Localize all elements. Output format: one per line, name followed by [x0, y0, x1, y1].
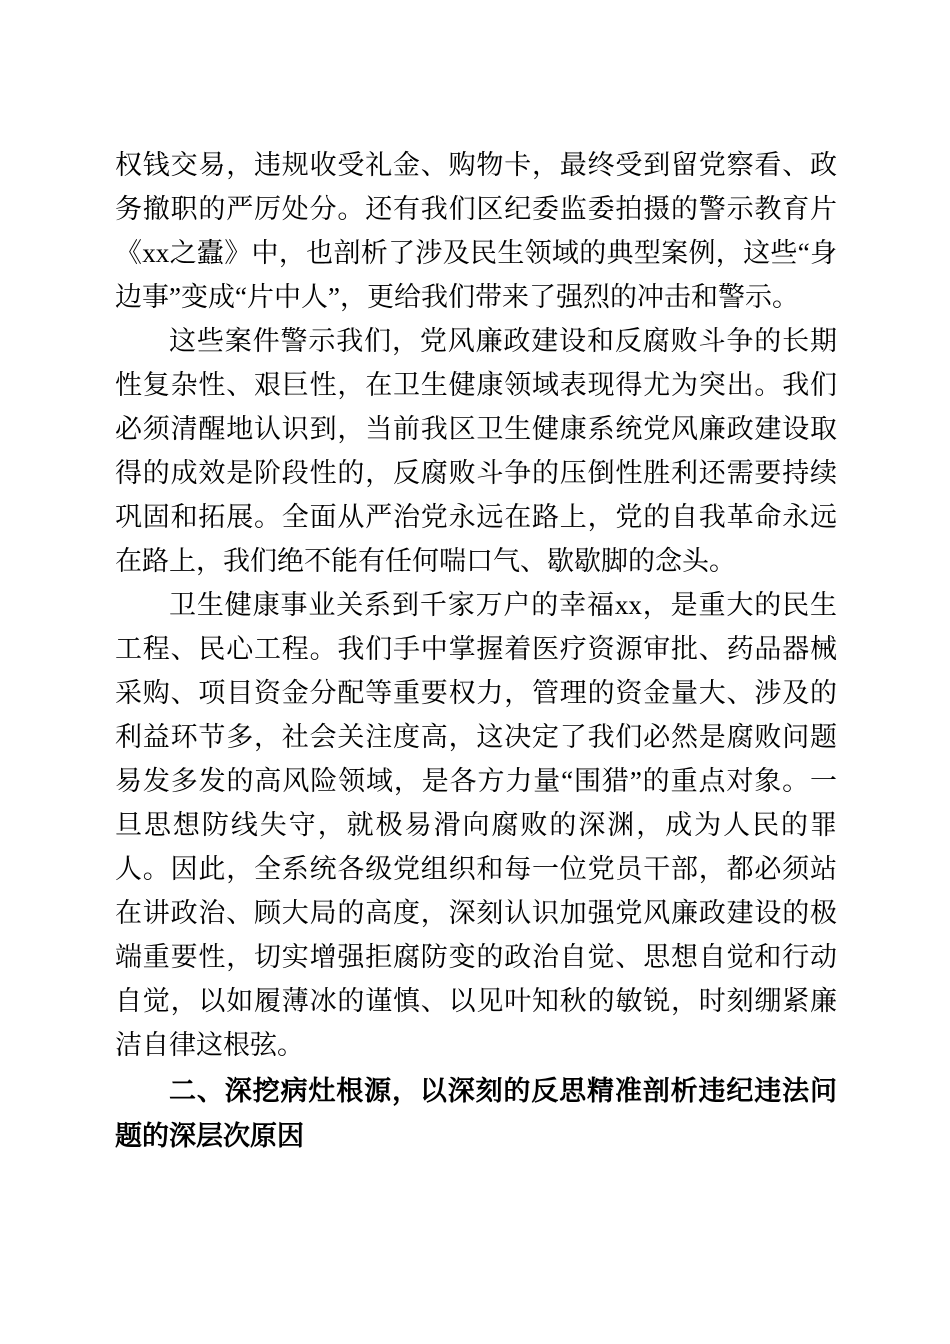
document-content [115, 143, 837, 1159]
section-heading: 二、深挖病灶根源，以深刻的反思精准剖析违纪违法问题的深层次原因 [115, 1076, 837, 1151]
paragraph: 卫生健康事业关系到千家万户的幸福xx，是重大的民生工程、民心工程。我们手中掌握着医疗资源审批、药品器械采购、项目资金分配等重要权力，管理的资金量大、涉及的利益环节多，社会关注度高，这决定了我们必然是腐败问题易发多发的高风险领域，是各方力量“围猎”的重点对象。一旦思想防线失守，就极易滑向腐败的深渊，成为人民的罪人。因此，全系统各级党组织和每一位党员干部，都必须站在讲政治、顾大局的高度，深刻认识加强党风廉政建设的极端重要性，切实增强拒腐防变的政治自觉、思想自觉和行动自觉，以如履薄冰的谨慎、以见叶知秋的敏锐，时刻绷紧廉洁自律这根弦。 [115, 590, 837, 1060]
paragraph-continuation: 权钱交易，违规收受礼金、购物卡，最终受到留党察看、政务撤职的严厉处分。还有我们区纪委监委拍摄的警示教育片《xx之蠹》中，也剖析了涉及民生领域的典型案例，这些“身边事”变成“片中人”，更给我们带来了强烈的冲击和警示。 [115, 150, 837, 312]
paragraph: 这些案件警示我们，党风廉政建设和反腐败斗争的长期性复杂性、艰巨性，在卫生健康领域表现得尤为突出。我们必须清醒地认识到，当前我区卫生健康系统党风廉政建设取得的成效是阶段性的，反腐败斗争的压倒性胜利还需要持续巩固和拓展。全面从严治党永远在路上，党的自我革命永远在路上，我们绝不能有任何喘口气、歇歇脚的念头。 [115, 326, 837, 576]
